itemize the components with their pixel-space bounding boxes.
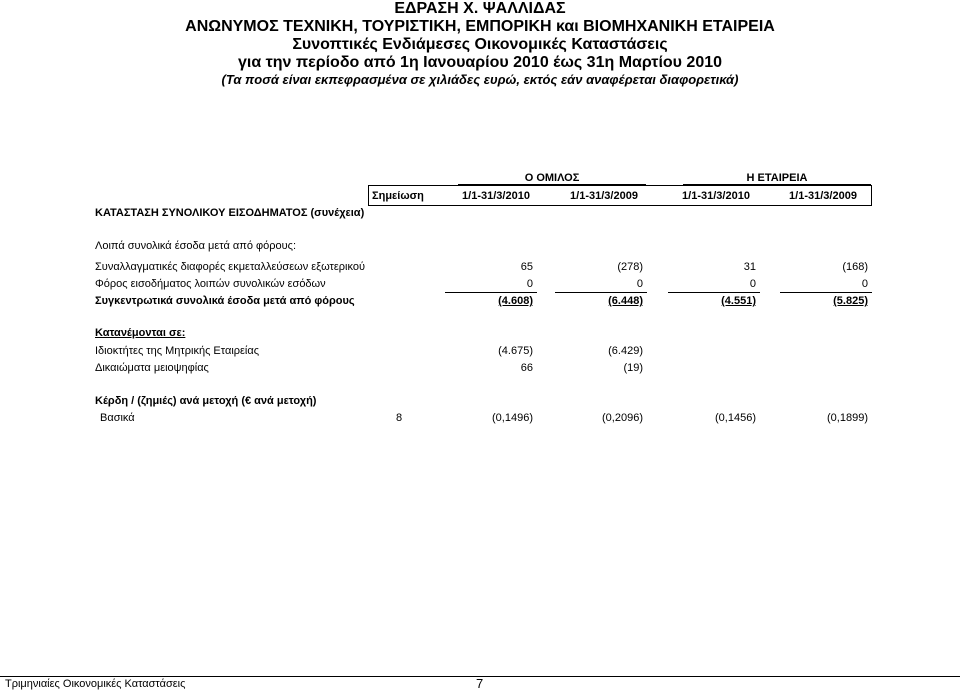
row-value: 0 [636, 278, 643, 290]
row-value: (6.429) [608, 345, 643, 357]
row-value: (0,2096) [602, 412, 643, 424]
company-short-name: ΕΔΡΑΣΗ Χ. ΨΑΛΛΙΔΑΣ [394, 0, 566, 17]
row-value: (168) [842, 261, 868, 273]
row-value: (0,1496) [492, 412, 533, 424]
total-value: (4.551) [721, 295, 756, 307]
company-header: Η ΕΤΑΙΡΕΙΑ [746, 172, 808, 184]
row-label-income-tax: Φόρος εισοδήματος λοιπών συνολικών εσόδων [95, 278, 326, 290]
total-value: (5.825) [833, 295, 868, 307]
row-label-parent-owners: Ιδιοκτήτες της Μητρικής Εταιρείας [95, 345, 260, 357]
row-value: (278) [617, 261, 643, 273]
row-note: 8 [396, 412, 403, 424]
page-number: 7 [476, 676, 484, 691]
row-value: 31 [743, 261, 756, 273]
subtotal-rule [780, 292, 872, 293]
row-label-total-comprehensive: Συγκεντρωτικά συνολικά έσοδα μετά από φόρους [95, 295, 355, 307]
total-value: (4.608) [498, 295, 533, 307]
header-box-left [368, 185, 369, 205]
group-header: Ο ΟΜΙΛΟΣ [524, 172, 580, 184]
total-value: (6.448) [608, 295, 643, 307]
row-value: 65 [520, 261, 533, 273]
section-heading-eps: Κέρδη / (ζημιές) ανά μετοχή (€ ανά μετοχή) [95, 395, 317, 407]
footer-title: Τριμηνιαίες Οικονομικές Καταστάσεις [5, 678, 186, 690]
statements-title: Συνοπτικές Ενδιάμεσες Οικονομικές Καταστάσεις [292, 36, 668, 53]
row-value: (0,1456) [715, 412, 756, 424]
period-header-company-2010: 1/1-31/3/2010 [682, 190, 750, 202]
period-header-company-2009: 1/1-31/3/2009 [789, 190, 857, 202]
period-header-group-2010: 1/1-31/3/2010 [462, 190, 530, 202]
subtotal-rule [668, 292, 760, 293]
period-header-group-2009: 1/1-31/3/2009 [570, 190, 638, 202]
row-value: 66 [520, 362, 533, 374]
row-label-minority-interests: Δικαιώματα μειοψηφίας [95, 362, 209, 374]
document-header [0, 0, 960, 88]
company-full-name: ΑΝΩΝΥΜΟΣ ΤΕΧΝΙΚΗ, ΤΟΥΡΙΣΤΙΚΗ, ΕΜΠΟΡΙΚΗ και ΒΙΟΜΗΧΑΝΙΚΗ ΕΤΑΙΡΕΙΑ [185, 18, 775, 35]
section-heading-other-income: Λοιπά συνολικά έσοδα μετά από φόρους: [95, 240, 297, 252]
row-value: (0,1899) [827, 412, 868, 424]
header-box-top [368, 185, 872, 186]
section-heading-allocated: Κατανέμονται σε: [95, 327, 186, 339]
row-value: 0 [526, 278, 533, 290]
row-label-fx-differences: Συναλλαγματικές διαφορές εκμεταλλεύσεων εξωτερικού [95, 261, 365, 273]
statement-title: ΚΑΤΑΣΤΑΣΗ ΣΥΝΟΛΙΚΟΥ ΕΙΣΟΔΗΜΑΤΟΣ (συνέχεια) [95, 207, 365, 219]
row-value: 0 [749, 278, 756, 290]
subtotal-rule [445, 292, 537, 293]
row-value: 0 [861, 278, 868, 290]
header-box-bottom [368, 205, 872, 206]
currency-note: (Τα ποσά είναι εκπεφρασμένα σε χιλιάδες ευρώ, εκτός εάν αναφέρεται διαφορετικά) [221, 72, 739, 87]
row-label-basic: Βασικά [100, 412, 135, 424]
period-title: για την περίοδο από 1η Ιανουαρίου 2010 έως 31η Μαρτίου 2010 [237, 54, 723, 71]
note-column-header: Σημείωση [372, 190, 424, 202]
subtotal-rule [555, 292, 647, 293]
row-value: (4.675) [498, 345, 533, 357]
row-value: (19) [623, 362, 643, 374]
